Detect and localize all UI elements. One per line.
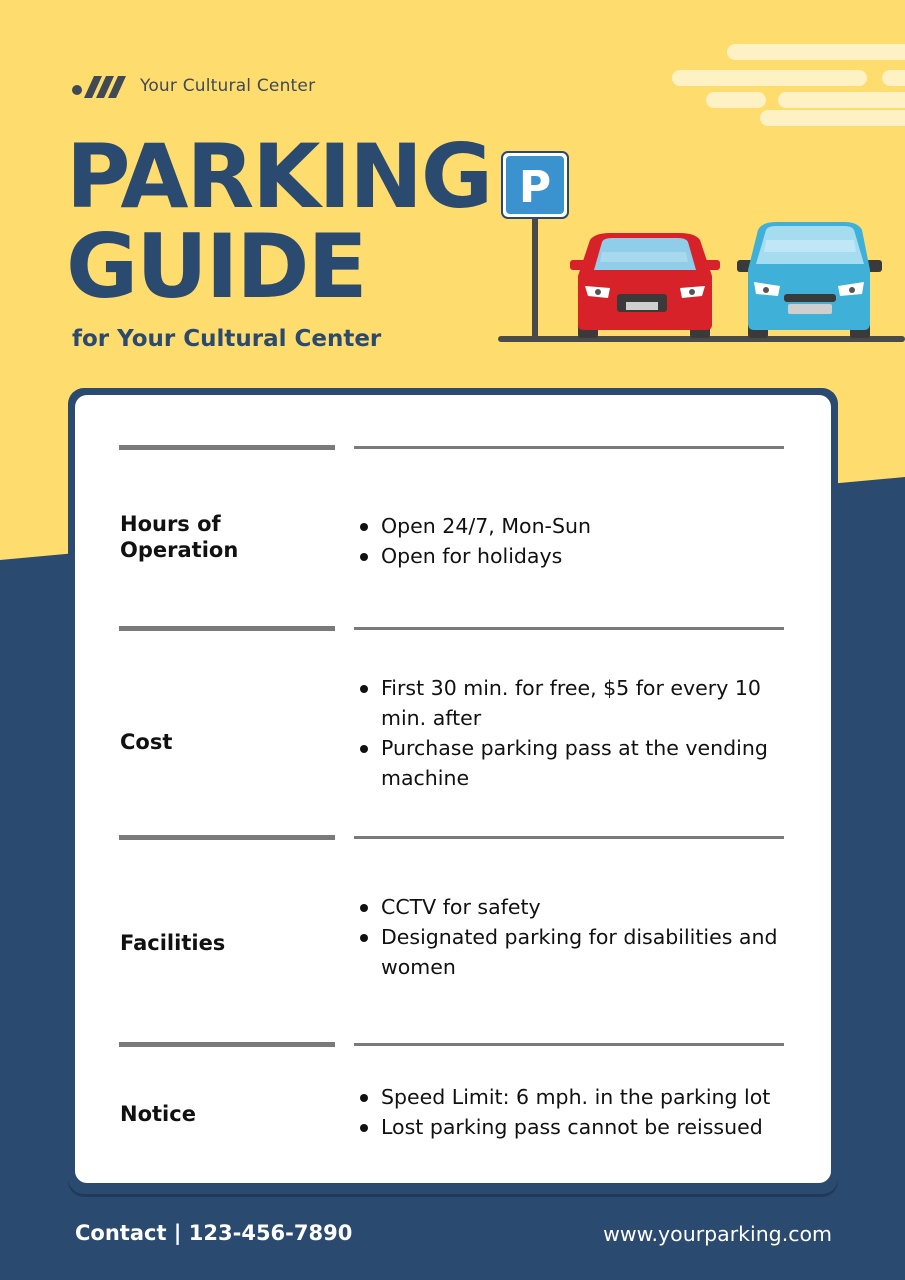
divider-left <box>119 626 335 631</box>
list-item: Lost parking pass cannot be reissued <box>360 1112 780 1142</box>
red-car-icon <box>570 233 720 338</box>
brand-logo-icon <box>72 72 128 100</box>
title-line-2: GUIDE <box>66 215 366 318</box>
blue-car-icon <box>737 222 882 338</box>
divider-right <box>354 446 784 449</box>
divider-left <box>119 835 335 840</box>
parking-illustration <box>490 40 905 350</box>
brand-name: Your Cultural Center <box>140 76 316 96</box>
sign-letter: P <box>518 162 552 213</box>
list-item: CCTV for safety <box>360 892 780 922</box>
page-title <box>66 125 492 318</box>
sign-pole <box>532 208 538 338</box>
info-card <box>68 388 838 1194</box>
page-subtitle: for Your Cultural Center <box>72 326 382 352</box>
brand-logo <box>72 72 315 100</box>
divider-right <box>354 1043 784 1046</box>
list-item: First 30 min. for free, $5 for every 10 min. after <box>360 673 780 733</box>
list-item: Purchase parking pass at the vending machine <box>360 733 780 793</box>
parking-sign-icon <box>502 152 568 218</box>
list-item: Speed Limit: 6 mph. in the parking lot <box>360 1082 780 1112</box>
list-item: Designated parking for disabilities and women <box>360 922 780 982</box>
section-label-hours: Hours of Operation <box>120 512 239 562</box>
website-link[interactable]: www.yourparking.com <box>603 1222 832 1246</box>
divider-right <box>354 836 784 839</box>
divider-left <box>119 1042 335 1047</box>
section-label-cost: Cost <box>120 730 173 754</box>
list-item: Open for holidays <box>360 541 780 571</box>
list-item: Open 24/7, Mon-Sun <box>360 511 780 541</box>
section-list-hours <box>360 511 780 571</box>
section-label-facilities: Facilities <box>120 931 226 955</box>
section-list-facilities <box>360 892 780 982</box>
divider-right <box>354 627 784 630</box>
info-card-body <box>75 395 831 1183</box>
section-list-cost <box>360 673 780 793</box>
title-line-1: PARKING <box>66 125 492 228</box>
divider-left <box>119 445 335 450</box>
section-list-notice <box>360 1082 780 1142</box>
section-label-notice: Notice <box>120 1102 196 1126</box>
contact-info: Contact | 123-456-7890 <box>75 1221 353 1245</box>
